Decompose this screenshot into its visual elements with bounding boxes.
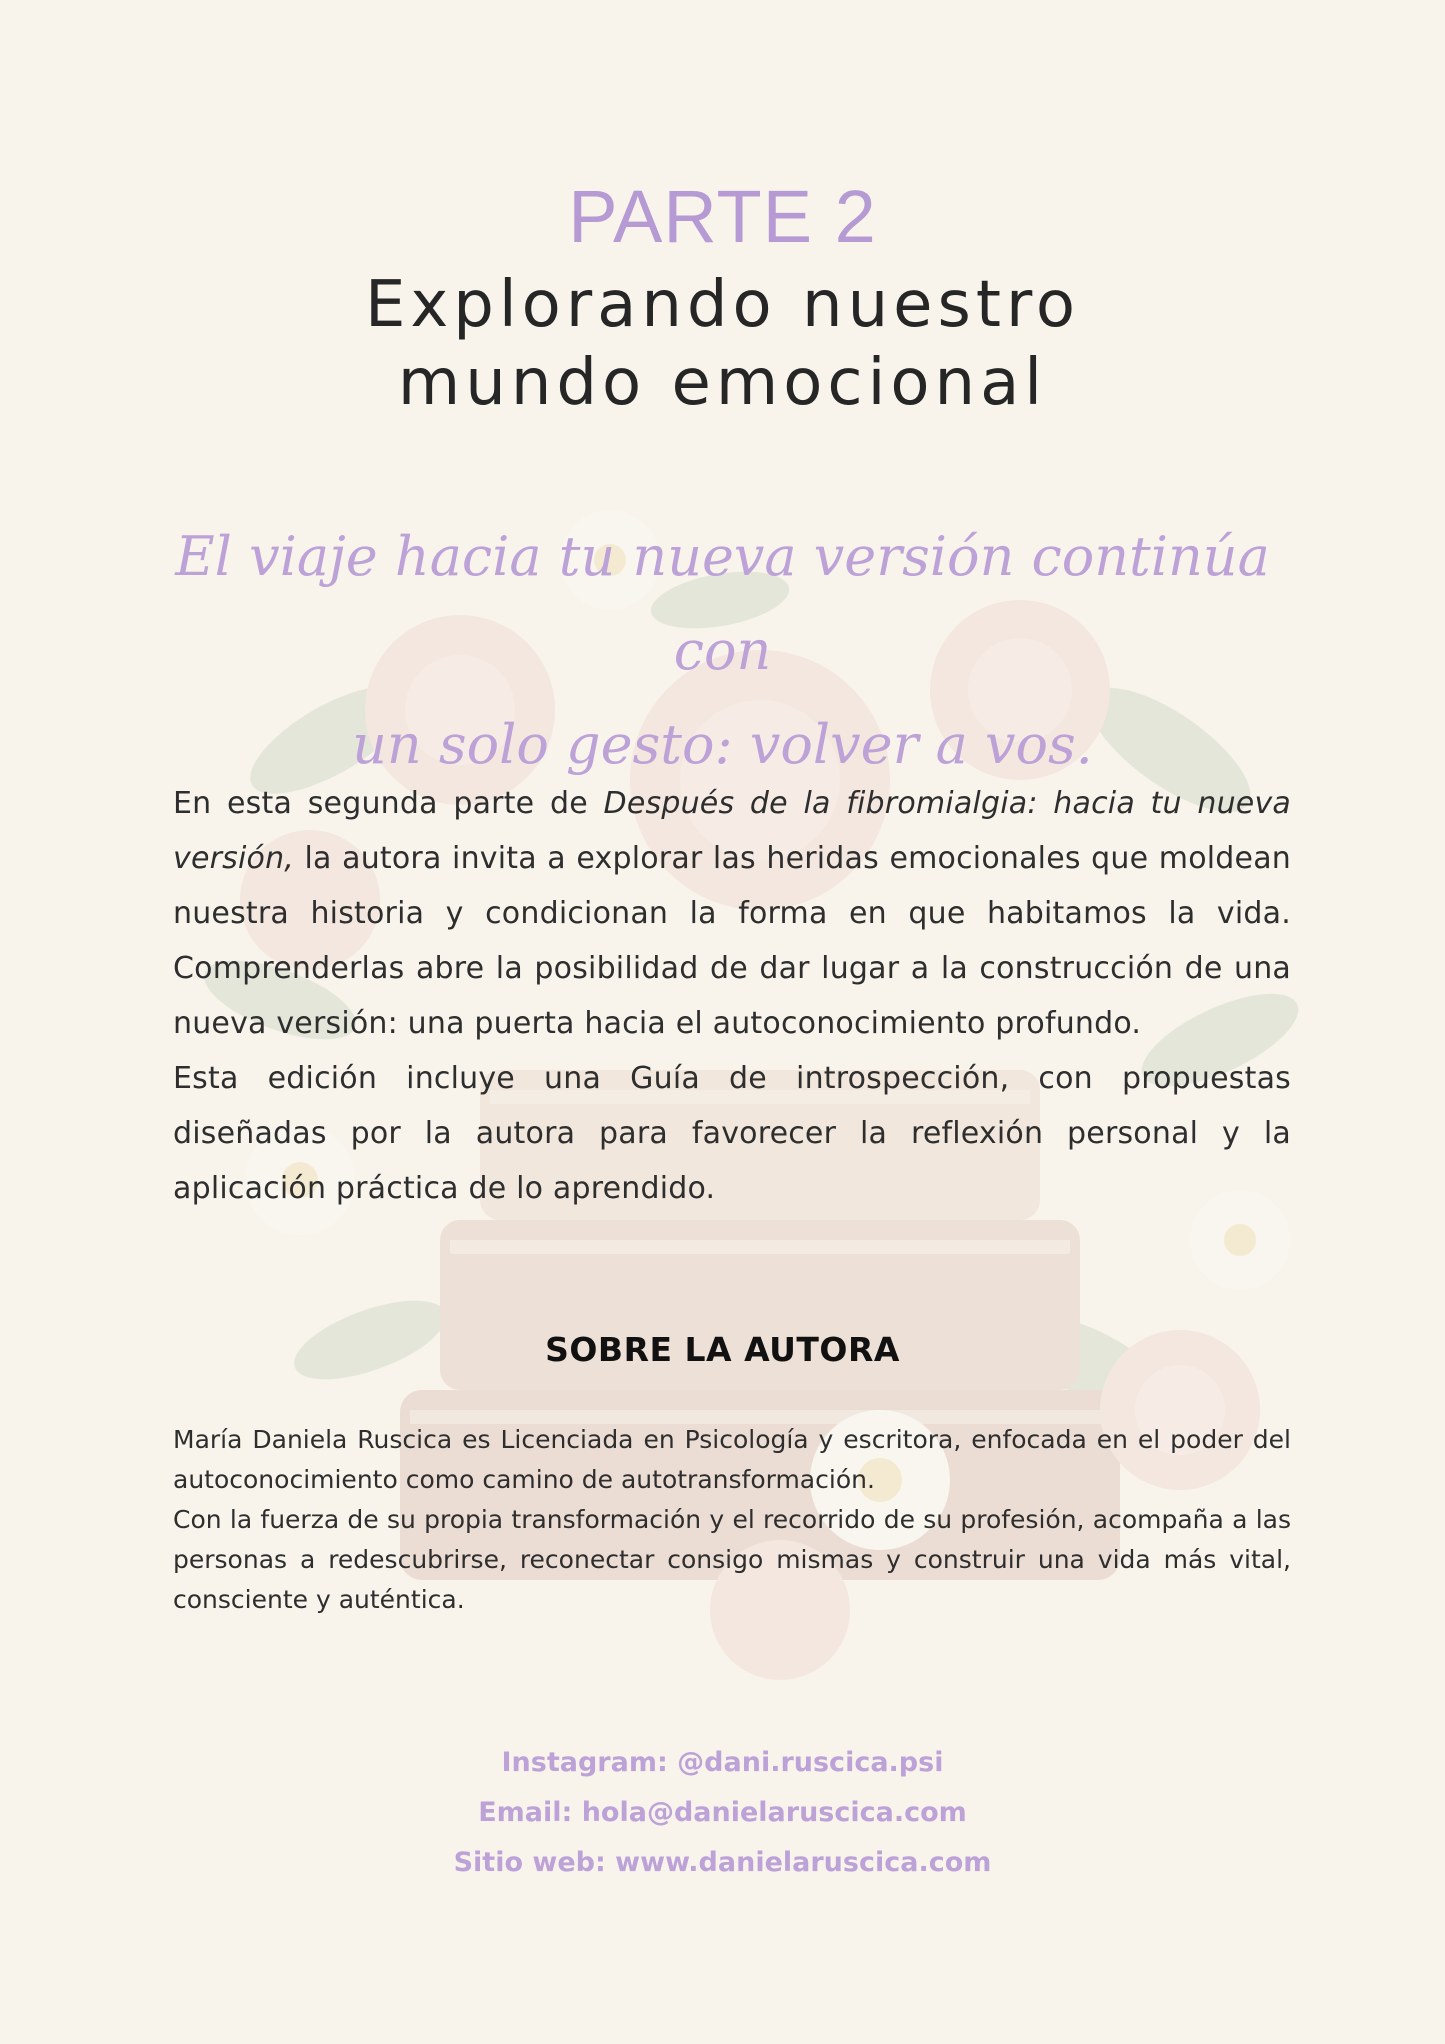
description-rest: la autora invita a explorar las heridas emocionales que moldean nuestra historia y condicionan la forma en que habitamos la vida. Comprenderlas abre la posibilidad de dar lugar a la construcción de una nueva versión: una puerta hacia el autoconocimiento profundo. bbox=[173, 841, 1291, 1041]
author-bio bbox=[173, 1420, 1291, 1620]
part-label: PARTE 2 bbox=[568, 175, 877, 258]
tagline-line-2: un solo gesto: volver a vos. bbox=[352, 713, 1093, 776]
title-line-1: Explorando nuestro bbox=[364, 268, 1081, 342]
contact-info bbox=[0, 1738, 1445, 1888]
book-title: Después de la fibromialgia: hacia tu nueva versión, bbox=[173, 786, 1292, 876]
instagram-contact: Instagram: @dani.ruscica.psi bbox=[501, 1747, 944, 1778]
description-intro: En esta segunda parte de bbox=[173, 786, 604, 821]
website-contact: Sitio web: www.danielaruscica.com bbox=[453, 1847, 992, 1878]
author-bio-paragraph-1: María Daniela Ruscica es Licenciada en Psicología y escritora, enfocada en el poder del autoconocimiento como camino de autotransformación. bbox=[173, 1425, 1291, 1494]
author-bio-paragraph-2: Con la fuerza de su propia transformación y el recorrido de su profesión, acompaña a las personas a redescubrirse, reconectar consigo mismas y construir una vida más vital, consciente y auténtica. bbox=[173, 1505, 1291, 1614]
about-author-heading: SOBRE LA AUTORA bbox=[545, 1330, 900, 1369]
page-title bbox=[0, 266, 1445, 422]
title-line-2: mundo emocional bbox=[397, 346, 1048, 420]
tagline-line-1: El viaje hacia tu nueva versión continúa con bbox=[175, 525, 1270, 682]
email-contact: Email: hola@danielaruscica.com bbox=[478, 1797, 967, 1828]
description-paragraph-1 bbox=[173, 776, 1291, 1051]
book-description bbox=[173, 776, 1291, 1216]
description-paragraph-2: Esta edición incluye una Guía de introspección, con propuestas diseñadas por la autora para favorecer la reflexión personal y la aplicación práctica de lo aprendido. bbox=[173, 1061, 1291, 1206]
tagline-quote bbox=[150, 510, 1295, 792]
